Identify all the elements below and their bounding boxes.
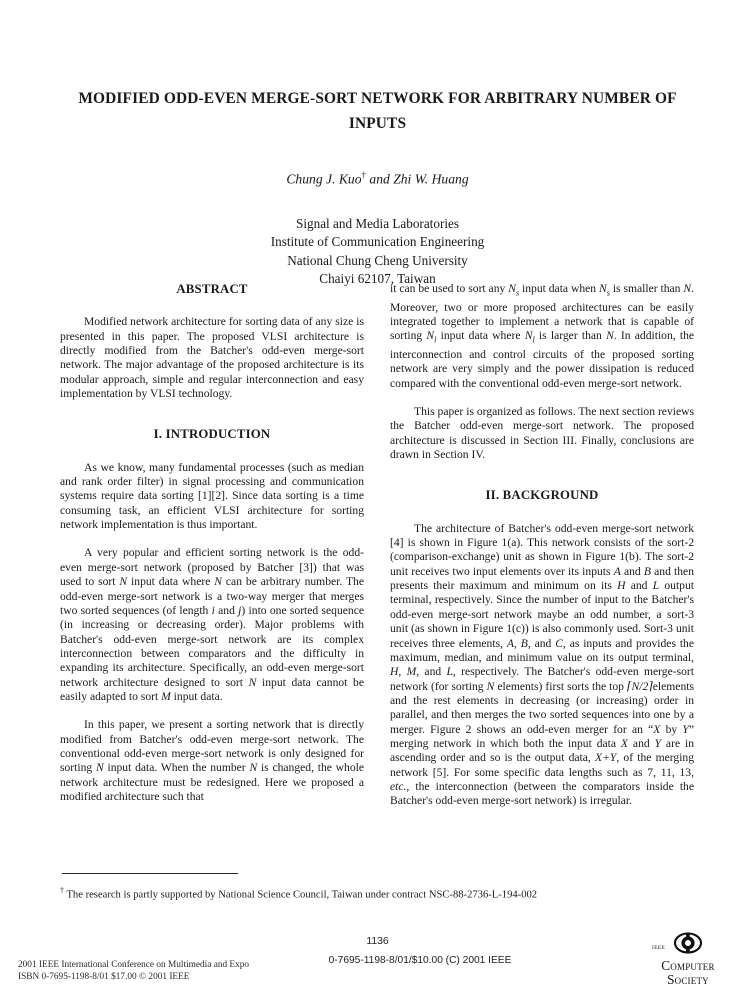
text-run: input data.: [170, 689, 223, 703]
abstract-heading: ABSTRACT: [176, 282, 248, 296]
affiliation-line-3: National Chung Cheng University: [287, 252, 468, 268]
right-paragraph-1: [390, 282, 694, 391]
text-run: input data. When the number: [103, 761, 250, 775]
text-run: A very popular and efficient sorting network is the odd-even merge-sort network (proposed by Batcher [3]) that was used to sort: [60, 546, 364, 589]
text-run: is smaller than: [609, 282, 684, 295]
author-conjunction: and: [366, 171, 394, 187]
intro-paragraph-2: [60, 546, 364, 704]
abstract-paragraph: Modified network architecture for sorting data of any size is presented in this paper. The proposed VLSI architecture is directly modified from the Batcher's odd-even merge-sort network. The major advantage of the proposed architecture is its modular approach, simple and regular interconnection and easy implementation by VLSI technology.: [60, 315, 364, 401]
text-run: . In addition, the interconnection and control circuits of the proposed sorting network are very simply and the power dissipation is reduced compared with the conventional odd-even merge-sort network.: [390, 329, 695, 390]
text-run: and: [620, 564, 644, 578]
author-dagger-marker: †: [361, 170, 367, 180]
math-var-C: C: [555, 636, 563, 650]
page-title: MODIFIED ODD-EVEN MERGE-SORT NETWORK FOR ARBITRARY NUMBER OF INPUTS: [78, 90, 677, 132]
author-second: Zhi W. Huang: [393, 171, 469, 187]
text-run: , and: [416, 665, 447, 679]
right-paragraph-2: This paper is organized as follows. The next section reviews the Batcher odd-even merge-sort network. The proposed architecture is discussed in Section III. Finally, conclusions are drawn in Section IV.: [390, 405, 694, 462]
footnote: [60, 884, 680, 902]
math-expr-x-plus-y: X+Y: [594, 751, 617, 765]
footnote-separator-rule: [62, 873, 238, 874]
text-run: are in ascending order and so is the output data,: [390, 736, 695, 765]
math-var-N: N: [606, 329, 614, 343]
math-var-Y: Y: [654, 736, 662, 750]
math-var-M: M: [161, 689, 171, 703]
math-var-A: A: [613, 564, 621, 578]
math-var-N: N: [248, 675, 257, 689]
text-run: ,: [398, 665, 407, 679]
math-var-i: i: [211, 603, 215, 617]
math-var-H: H: [390, 665, 399, 679]
text-run: input data where: [436, 329, 525, 343]
text-run: . Moreover, two or more proposed architectures can be easily integrated together to implement a network that is capable of sorting: [390, 282, 694, 343]
math-subscript-l: l: [532, 335, 535, 345]
author-list: [62, 166, 693, 189]
text-run: is larger than: [534, 329, 607, 343]
math-var-N: N: [249, 761, 258, 775]
math-var-B: B: [643, 564, 651, 578]
text-run: The architecture of Batcher's odd-even merge-sort network [4] is shown in Figure 1(a). This network consists of the sort-2 (comparison-exchange) unit as shown in Figure 1(b). The sort-2 unit receives two input elements over its inputs: [390, 521, 694, 578]
conference-name: 2001 IEEE International Conference on Multimedia and Expo: [18, 960, 250, 970]
math-var-L: L: [446, 665, 453, 679]
conference-info: [18, 960, 308, 983]
text-run: elements) first sorts the top: [494, 679, 627, 693]
text-run: , of the merging network [5]. For some specific data lengths such as 7, 11, 13,: [390, 751, 695, 779]
affiliation-line-1: Signal and Media Laboratories: [296, 215, 459, 231]
text-run: input data where: [127, 575, 215, 589]
text-run: , as inputs and provides the maximum, median, and minimum value on its output terminal,: [390, 636, 694, 664]
text-run: can be arbitrary number. The odd-even merge-sort network is a two-way merger that merges two sorted sequences (of length: [60, 575, 364, 617]
page-number: 1136: [366, 936, 389, 947]
text-run: and then presents their maximum and minimum on its: [390, 564, 694, 593]
text-etc-italic: etc.: [390, 779, 407, 793]
affiliation-line-4: Chaiyi 62107, Taiwan: [319, 271, 436, 287]
math-var-A: A: [506, 636, 514, 650]
logo-word-society: Society: [667, 972, 709, 987]
math-var-j: j: [238, 603, 242, 617]
math-subscript-l: l: [434, 335, 437, 345]
title-block: [62, 86, 693, 289]
logo-word-computer: Computer: [661, 958, 715, 973]
affiliation-block: [62, 215, 693, 289]
text-run: In this paper, we present a sorting network that is directly modified from Batcher's odd-even merge-sort network. The conventional odd-even merge-sort network is only designed for sorting: [60, 718, 364, 775]
math-var-N: N: [214, 575, 222, 589]
intro-paragraph-1: As we know, many fundamental processes (such as median and rank order filter) in signal processing and communication systems require data sorting [1][2]. Since data sorting is a time consuming task, an efficient VLSI architecture for sorting network implementation is thus important.: [60, 460, 364, 532]
text-run: input data cannot be easily adapted to sort: [60, 675, 364, 703]
math-subscript-s: s: [515, 288, 520, 298]
math-var-N: N: [599, 282, 607, 295]
math-var-X: X: [620, 736, 629, 750]
text-run: by: [660, 722, 683, 736]
affiliation-line-2: Institute of Communication Engineering: [270, 234, 485, 250]
math-var-N: N: [683, 282, 692, 295]
math-subscript-s: s: [606, 288, 610, 298]
ieee-wordmark: IEEE: [652, 945, 666, 951]
text-run: output terminal, respectively. Since the number of input to the Batcher's odd-even merge-sort network maybe an odd number, a sort-3 unit (as shown in Figure 1(c)) is also commonly used. Sort-3 unit receives three elements,: [390, 579, 694, 650]
text-run: ” merging network in which both the input data: [390, 722, 695, 750]
math-ceiling-n-over-2: ⌈N/2⌉: [626, 679, 653, 693]
math-var-H: H: [617, 579, 626, 593]
math-var-Y: Y: [682, 722, 689, 736]
footnote-dagger-marker: †: [60, 886, 64, 895]
background-paragraph: [390, 522, 694, 809]
footnote-text: The research is partly supported by National Science Council, Taiwan under contract NSC-88-2736-L-194-002: [64, 889, 538, 901]
math-var-N: N: [95, 761, 104, 775]
math-var-X: X: [653, 722, 661, 736]
background-heading: II. BACKGROUND: [485, 488, 599, 503]
math-var-N: N: [524, 329, 533, 343]
math-var-B: B: [520, 636, 528, 650]
conference-isbn: ISBN 0-7695-1198-8/01 $17.00 © 2001 IEEE: [18, 971, 190, 982]
math-var-N: N: [426, 329, 435, 343]
math-var-L: L: [652, 579, 660, 593]
right-column: [390, 282, 694, 809]
math-var-N: N: [486, 679, 495, 693]
text-run: , and: [527, 636, 556, 650]
math-var-N: N: [508, 282, 516, 295]
intro-paragraph-3: [60, 718, 364, 804]
math-var-N: N: [119, 575, 128, 589]
author-first: Chung J. Kuo: [286, 171, 362, 187]
text-run: it can be used to sort any: [390, 282, 509, 295]
text-run: elements and the rest elements in decreasing (or increasing) order in parallel, and then merges the two sorted sequences into one by a merger. Figure 2 shows an odd-even merger for an “: [390, 679, 694, 736]
text-run: , respectively. The Batcher's odd-even merge-sort network (for sorting: [390, 665, 694, 693]
text-run: ,: [513, 636, 521, 650]
text-run: , the interconnection (between the comparators inside the Batcher's odd-even merge-sort network) is irregular.: [390, 779, 694, 808]
text-run: and: [214, 603, 239, 617]
math-var-M: M: [406, 665, 417, 679]
copyright-line: 0-7695-1198-8/01/$10.00 (C) 2001 IEEE: [328, 955, 512, 966]
text-run: ) into one sorted sequence (in increasing or decreasing order). Major problems with Batcher's odd-even merge-sort network are its complex interconnection between comparators and the difficulty in expanding its architecture. Specifically, an odd-even merge-sort network architecture designed to sort: [60, 603, 364, 689]
ieee-computer-society-logo: [634, 932, 742, 994]
ieee-emblem-icon: [634, 932, 742, 958]
text-run: and: [625, 579, 653, 593]
text-run: is changed, the whole network architecture must be redesigned. Here we proposed a modified architecture such that: [60, 761, 365, 803]
left-column: [60, 282, 364, 804]
text-run: and: [628, 736, 655, 750]
text-run: input data when: [519, 282, 599, 295]
introduction-heading: I. INTRODUCTION: [153, 427, 271, 442]
